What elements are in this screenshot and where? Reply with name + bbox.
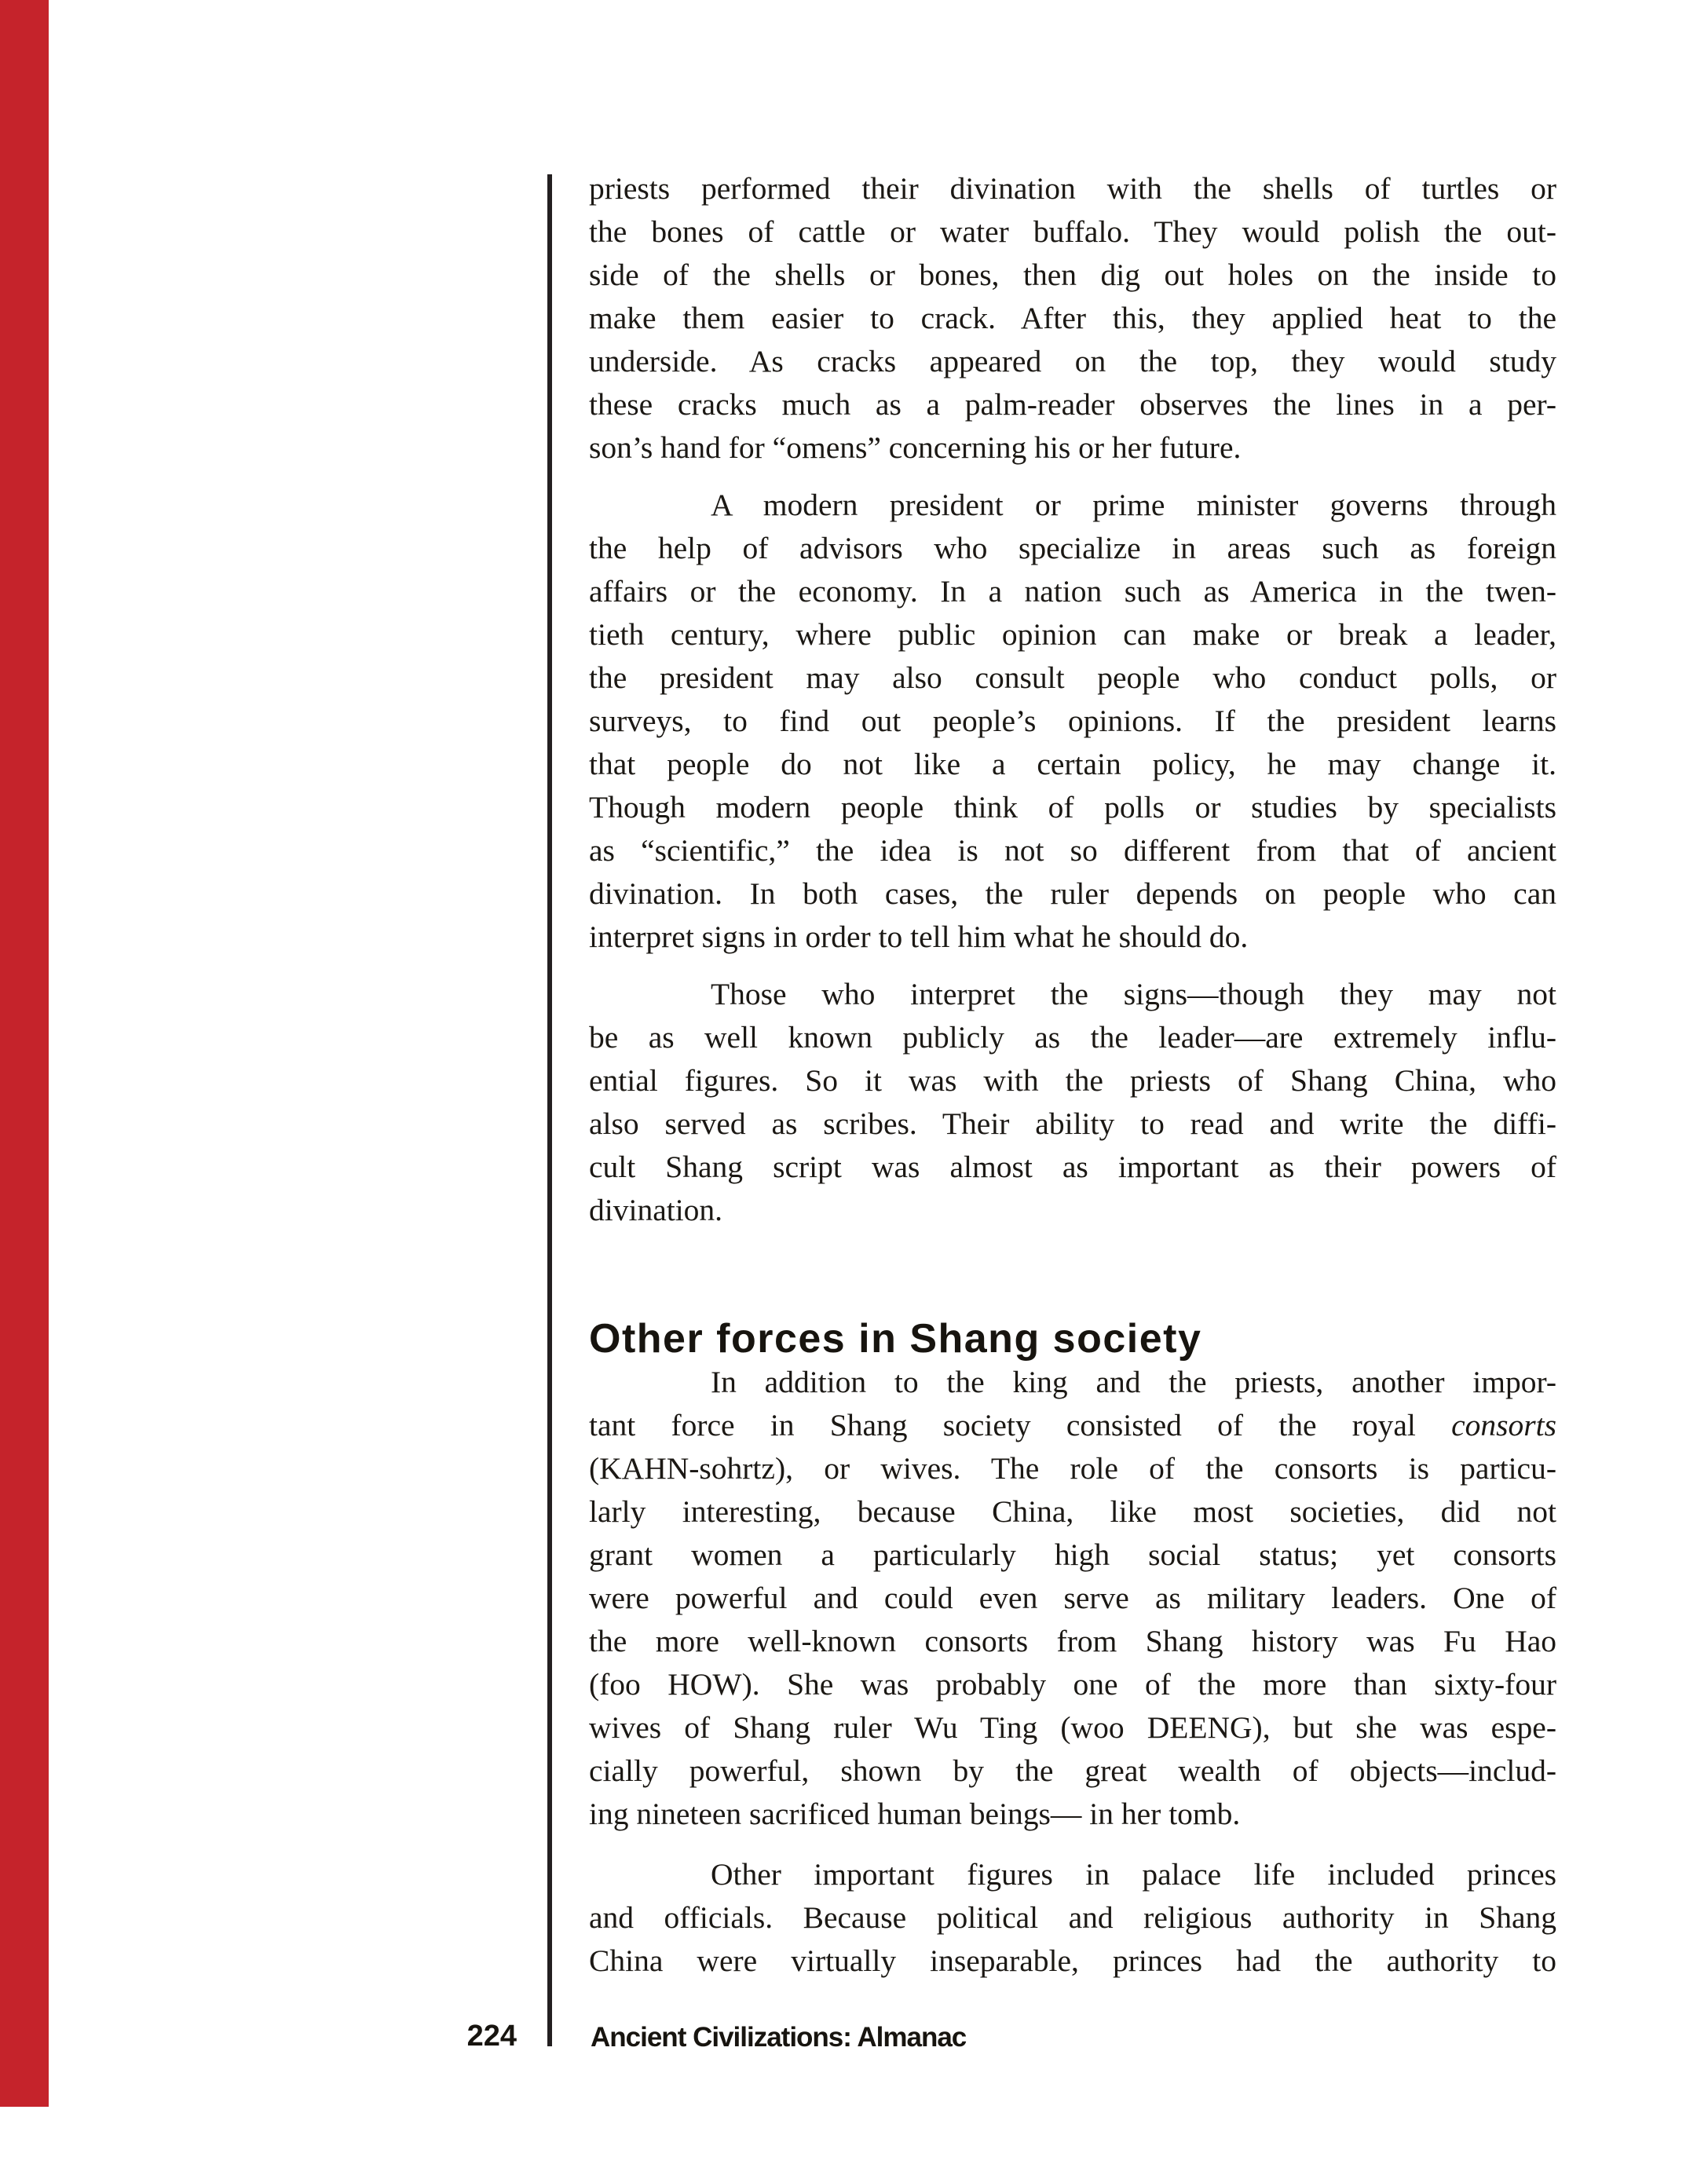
paragraph: [589, 973, 1556, 1232]
text-line: tieth century, where public opinion can make or break a leader,: [589, 617, 1556, 652]
text-line: surveys, to find out people’s opinions. If the president learns: [589, 704, 1556, 738]
text-line: ential figures. So it was with the priests of Shang China, who: [589, 1063, 1556, 1098]
text-line: and officials. Because political and religious authority in Shang: [589, 1900, 1556, 1935]
text-line: wives of Shang ruler Wu Ting (woo DEENG), but she was espe-: [589, 1710, 1556, 1745]
paragraph: [589, 1853, 1556, 1983]
text-line: In addition to the king and the priests, another impor-: [711, 1365, 1556, 1399]
paragraph: [589, 1361, 1556, 1836]
text-line: priests performed their divination with the shells of turtles or: [589, 171, 1556, 206]
text-line: divination.: [589, 1193, 723, 1227]
text-line: (KAHN-sohrtz), or wives. The role of the consorts is particu-: [589, 1451, 1556, 1486]
text-line: as “scientific,” the idea is not so different from that of ancient: [589, 833, 1556, 868]
text-line: that people do not like a certain policy, he may change it.: [589, 747, 1556, 781]
text-line: divination. In both cases, the ruler depends on people who can: [589, 876, 1556, 911]
text-line: Those who interpret the signs—though they may not: [711, 977, 1556, 1011]
body-text: [589, 167, 1556, 1997]
vertical-rule: [547, 174, 552, 2046]
text-line: A modern president or prime minister governs through: [711, 488, 1556, 522]
text-line: Though modern people think of polls or studies by specialists: [589, 790, 1556, 824]
text-line: (foo HOW). She was probably one of the more than sixty-four: [589, 1667, 1556, 1702]
book-title: Ancient Civilizations: Almanac: [591, 2022, 967, 2053]
page-number: 224: [466, 2020, 517, 2053]
paragraph: [589, 484, 1556, 959]
text-line: were powerful and could even serve as military leaders. One of: [589, 1581, 1556, 1615]
text-line: interpret signs in order to tell him what he should do.: [589, 919, 1249, 954]
text-line: affairs or the economy. In a nation such as America in the twen-: [589, 574, 1556, 609]
text-line: underside. As cracks appeared on the top, they would study: [589, 344, 1556, 378]
text-line: the bones of cattle or water buffalo. They would polish the out-: [589, 214, 1556, 249]
text-line: make them easier to crack. After this, they applied heat to the: [589, 301, 1556, 335]
text-line: larly interesting, because China, like most societies, did not: [589, 1494, 1556, 1529]
text-line: cult Shang script was almost as important as their powers of: [589, 1150, 1556, 1184]
paragraph: [589, 167, 1556, 470]
text-line: grant women a particularly high social status; yet consorts: [589, 1537, 1556, 1572]
text-line: China were virtually inseparable, princes had the authority to: [589, 1943, 1556, 1978]
text-line: the president may also consult people who conduct polls, or: [589, 660, 1556, 695]
text-line: side of the shells or bones, then dig out holes on the inside to: [589, 258, 1556, 292]
text-line: these cracks much as a palm-reader observes the lines in a per-: [589, 387, 1556, 422]
text-line: Other important figures in palace life included princes: [711, 1857, 1556, 1892]
page-edge-band: [0, 0, 49, 2107]
text-line: be as well known publicly as the leader—are extremely influ-: [589, 1020, 1556, 1055]
section-heading: Other forces in Shang society: [589, 1316, 1202, 1362]
text-line: tant force in Shang society consisted of the royal consorts: [589, 1408, 1556, 1442]
paragraph-group-top: [589, 167, 1556, 1232]
text-line: the more well-known consorts from Shang history was Fu Hao: [589, 1624, 1556, 1658]
text-line: son’s hand for “omens” concerning his or her future.: [589, 430, 1242, 465]
text-line: ing nineteen sacrificed human beings— in her tomb.: [589, 1797, 1241, 1831]
text-line: the help of advisors who specialize in areas such as foreign: [589, 531, 1556, 565]
text-line: cially powerful, shown by the great wealth of objects—includ-: [589, 1753, 1556, 1788]
paragraph-group-bottom: [589, 1361, 1556, 1983]
text-line: also served as scribes. Their ability to read and write the diffi-: [589, 1106, 1556, 1141]
